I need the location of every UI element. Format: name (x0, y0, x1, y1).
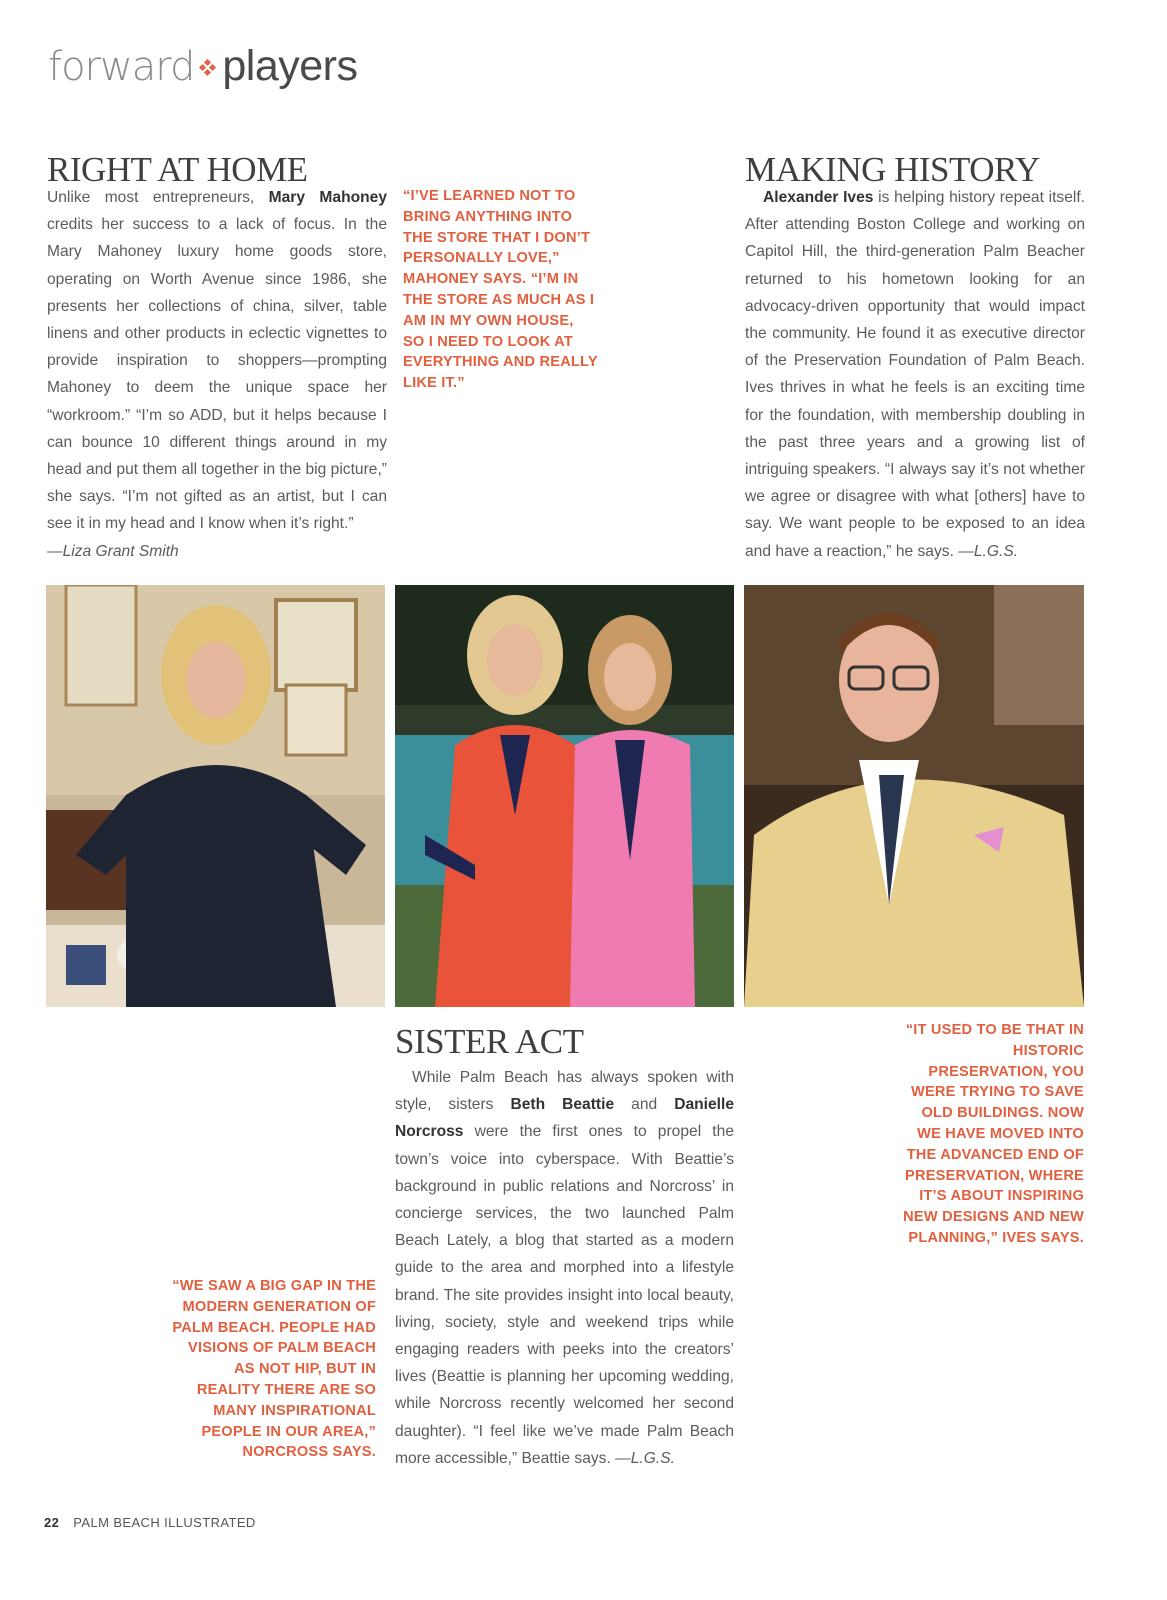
headline-right-at-home: RIGHT AT HOME (47, 150, 308, 189)
pull-quote-mahoney: “I’VE LEARNED NOT TO BRING ANYTHING INTO THE STORE THAT I DON’T PERSONALLY LOVE,” MAHONEY SAYS. “I’M IN THE STORE AS MUCH AS I AM IN MY OWN HOUSE, SO I NEED TO LOOK AT EVERYTHING AND REALLY LIKE IT.” (403, 188, 598, 392)
headline-sister-act: SISTER ACT (395, 1022, 584, 1061)
pull-quote-norcross: “WE SAW A BIG GAP IN THE MODERN GENERATION OF PALM BEACH. PEOPLE HAD VISIONS OF PALM BEACH AS NOT HIP, BUT IN REALITY THERE ARE SO MANY INSPIRATIONAL PEOPLE IN OUR AREA,” NORCROSS SAYS. (172, 1278, 376, 1461)
page-number: 22 (44, 1515, 60, 1530)
photo-mary-mahoney (46, 585, 385, 1007)
photo-alexander-ives (744, 585, 1084, 1007)
person-name: Alexander Ives (763, 189, 874, 206)
byline: —L.G.S. (615, 1449, 675, 1467)
photo-beattie-norcross (395, 585, 734, 1007)
publication-name: PALM BEACH ILLUSTRATED (73, 1515, 256, 1530)
byline: —Liza Grant Smith (47, 542, 179, 560)
page-footer (44, 1515, 256, 1530)
article-body-making-history: Alexander Ives is helping history repeat itself. After attending Boston College and working on Capitol Hill, the third-generation Palm Beacher returned to his hometown looking for an advocacy-driven opportunity that would impact the community. He found it as executive director of the Preservation Foundation of Palm Beach. Ives thrives in what he feels is an exciting time for the foundation, with membership doubling in the past three years and a growing list of intriguing speakers. “I always say it’s not whether we agree or disagree with what [others] have to say. We want people to be exposed to an idea and have a reaction,” he says. —L.G.S. (745, 189, 1086, 560)
person-name: Mary Mahoney (268, 189, 387, 206)
section-header (48, 42, 357, 94)
byline: —L.G.S. (958, 542, 1019, 560)
person-name: Beth Beattie (510, 1096, 615, 1114)
pull-quote-ives: “IT USED TO BE THAT IN HISTORIC PRESERVATION, YOU WERE TRYING TO SAVE OLD BUILDINGS. NOW WE HAVE MOVED INTO THE ADVANCED END OF PRESERVATION, WHERE IT’S ABOUT INSPIRING NEW DESIGNS AND NEW PLANNING,” IVES SAYS. (903, 1022, 1084, 1246)
article-body-sister-act: While Palm Beach has always spoken with style, sisters Beth Beattie and Danielle Norcross were the first ones to propel the town’s voice into cyberspace. With Beattie’s background in public relations and Norcross’ in concierge services, the two launched Palm Beach Lately, a blog that started as a modern guide to the area and morphed into a lifestyle brand. The site provides insight into local beauty, living, society, style and weekend trips while engaging readers with peeks into the creators’ lives (Beattie is planning her upcoming wedding, while Norcross recently welcomed her second daughter). “I feel like we’ve made Palm Beach more accessible,” Beattie says. —L.G.S. (395, 1069, 734, 1467)
section-title: players (222, 42, 358, 90)
diamond-ornament-icon (200, 60, 216, 76)
section-label: forward (48, 44, 195, 90)
article-body-right-at-home: Unlike most entrepreneurs, Mary Mahoney credits her success to a lack of focus. In the Mary Mahoney luxury home goods store, operating on Worth Avenue since 1986, she presents her collections of china, silver, table linens and other products in eclectic vignettes to provide inspiration to shoppers—prompting Mahoney to deem the unique space her “workroom.” “I’m so ADD, but it helps because I can bounce 10 different things around in my head and put them all together in the big picture,” she says. “I’m not gifted as an artist, but I can see it in my head and I know when it’s right.” —Liza Grant Smith (47, 189, 387, 560)
headline-making-history: MAKING HISTORY (745, 150, 1040, 189)
person-name: Danielle Norcross (395, 1096, 734, 1141)
